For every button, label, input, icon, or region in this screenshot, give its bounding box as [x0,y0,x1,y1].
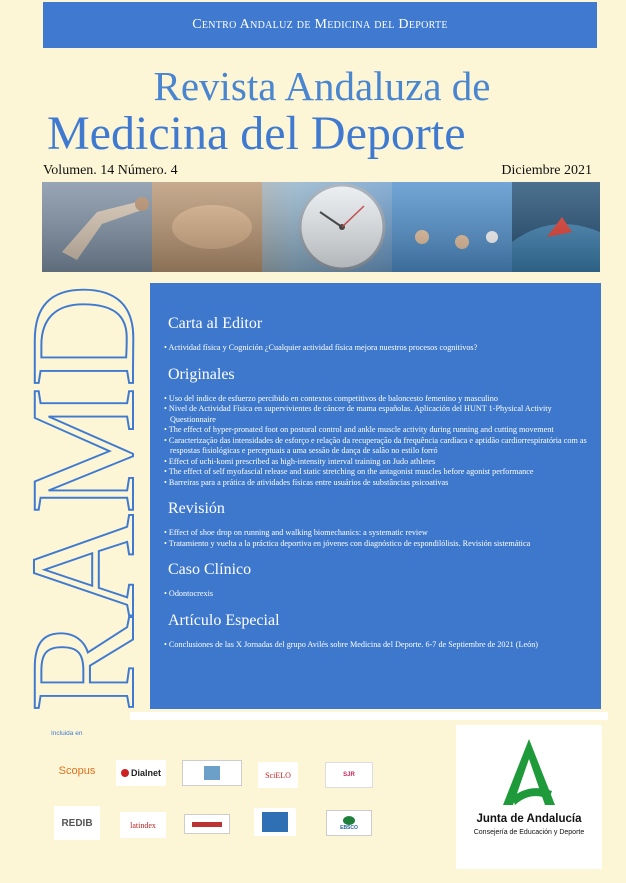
article-item[interactable]: • Nivel de Actividad Física en supervivientes de cáncer de mama españolas. Aplicación del HUNT 1-Physical Activity Questionnaire [162,404,595,425]
ramd-letters: RAMD [0,261,166,712]
table-of-contents [150,283,601,709]
indexing-label: Incluida en [51,730,83,737]
resh-mark-icon [192,822,222,827]
article-item[interactable]: • Tratamiento y vuelta a la práctica deportiva en jóvenes con diagnóstico de espondilólisis. Revisión sistemática [162,539,595,550]
section-heading-carta: Carta al Editor [168,315,263,332]
dialnet-logo[interactable]: Dialnet [116,760,166,786]
generic-mark-icon [262,812,288,832]
article-item[interactable]: • Actividad física y Cognición ¿Cualquier actividad física mejora nuestros procesos cognitivos? [162,343,595,354]
latindex-logo[interactable]: latindex [120,812,166,838]
scielo-logo[interactable]: SciELO [258,762,298,788]
journal-title-line2: Medicina del Deporte [47,107,466,160]
article-item[interactable]: • The effect of hyper-pronated foot on postural control and ankle muscle activity during running and cutting movement [162,425,595,436]
sjr-logo[interactable] [325,762,373,788]
section-heading-originales: Originales [168,365,235,383]
article-item[interactable]: • Odontocrexis [162,589,595,600]
article-item[interactable]: • The effect of self myofascial release and static stretching on the antagonist muscles before agonist performance [162,467,595,478]
org-name: Centro Andaluz de Medicina del Deporte [192,17,448,32]
sports-photo-banner [42,182,600,272]
section-items-originales [162,394,595,489]
article-item[interactable]: • Conclusiones de las X Jornadas del grupo Avilés sobre Medicina del Deporte. 6-7 de Septiembre de 2021 (León) [162,640,595,651]
ramd-vertical-logo [0,261,166,712]
article-item[interactable]: • Effect of uchi-komi prescribed as high-intensity interval training on Judo athletes [162,457,595,468]
issue-date: Diciembre 2021 [501,163,592,178]
redib-logo[interactable]: REDIB [54,806,100,840]
volume-number: Volumen. 14 Número. 4 [43,163,178,178]
divider [130,712,608,720]
generic-mark-icon [204,766,220,780]
resh-logo[interactable] [184,814,230,834]
section-heading-articulo-especial: Artículo Especial [168,611,280,629]
scopus-logo[interactable]: Scopus [58,765,96,777]
article-item[interactable]: • Uso del índice de esfuerzo percibido en contextos competitivos de baloncesto femenino y masculino [162,394,595,405]
sponsor-logo-block[interactable] [456,725,602,869]
index-logo-generic[interactable] [182,760,242,786]
junta-emblem-icon [456,725,602,813]
journal-title-line1: Revista Andaluza de [153,63,491,109]
article-item[interactable]: • Effect of shoe drop on running and walking biomechanics: a systematic review [162,528,595,539]
ebsco-logo[interactable]: EBSCO [326,810,372,836]
org-banner [43,2,597,48]
article-item[interactable]: • Barreiras para a prática de atividades físicas entre usuários de substâncias psicoativas [162,478,595,489]
section-heading-caso-clinico: Caso Clínico [168,561,252,578]
section-items-revision [162,528,595,549]
section-heading-revision: Revisión [168,500,225,517]
section-items-caso-clinico [162,589,595,600]
section-items-carta [162,343,595,354]
dialnet-mark-icon [121,769,129,777]
sponsor-department: Consejería de Educación y Deporte [473,829,585,836]
ebsco-mark-icon [343,816,355,825]
index-logo-generic-2[interactable] [254,808,296,836]
section-items-articulo-especial [162,640,595,651]
sponsor-name: Junta de Andalucía [476,813,582,825]
article-item[interactable]: • Caracterização das intensidades de esforço e relação da recuperação da frequência cardíaca e aptidão cardiorrespiratória com as respostas fisiológicas e perceptuais a uma sessão de dança de salão no estilo forró [162,436,595,457]
sjr-mark-icon: SJR [343,772,355,778]
